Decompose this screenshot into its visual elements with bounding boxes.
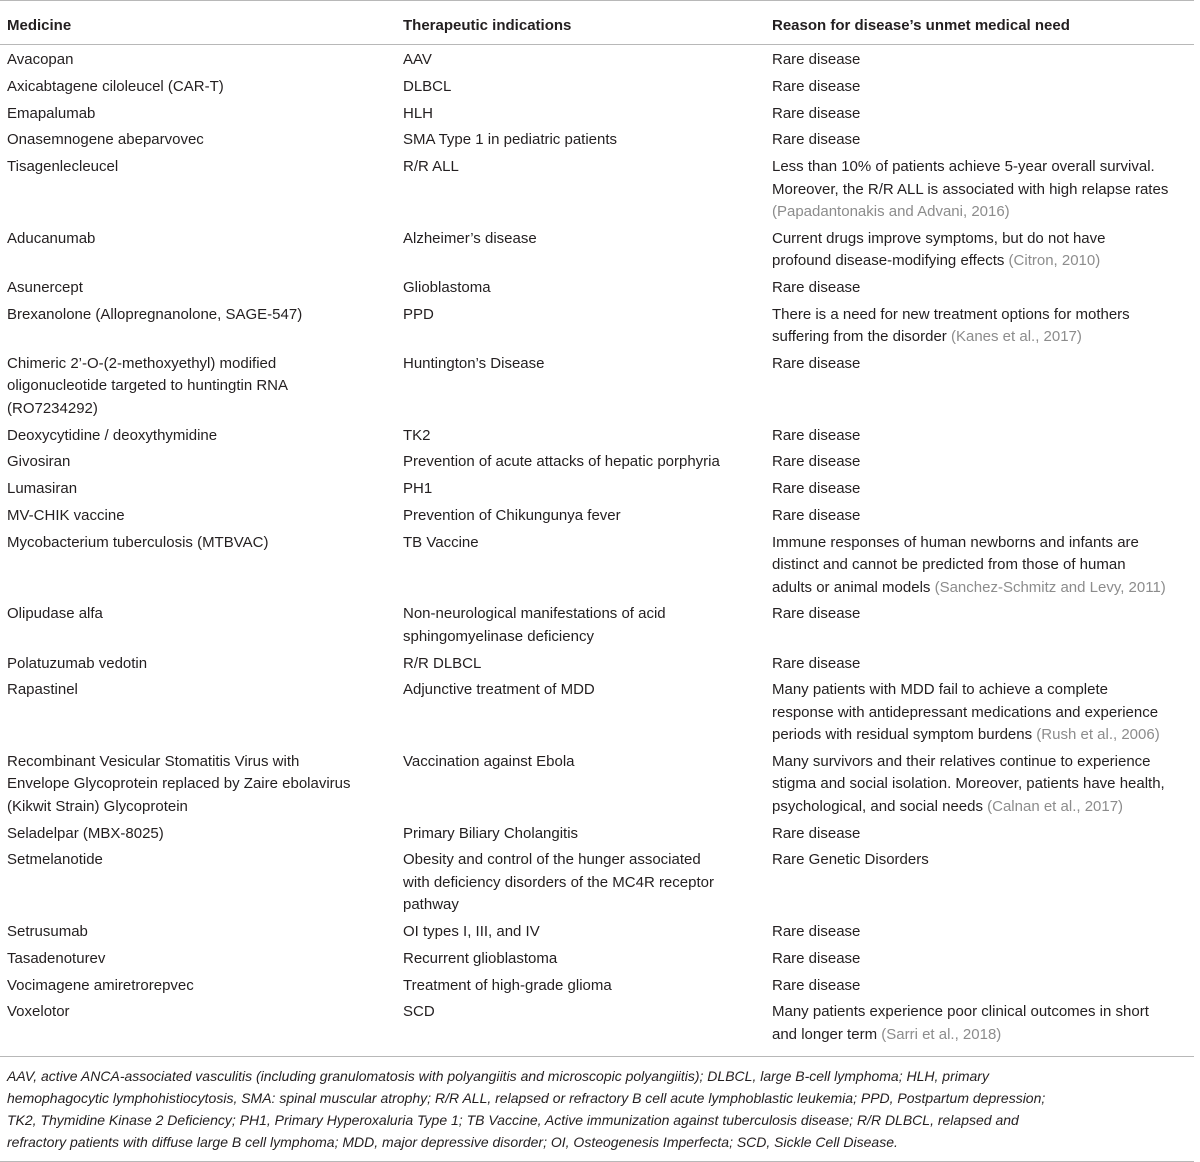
reason-line xyxy=(772,228,1194,250)
medicine-cell xyxy=(0,679,396,751)
medicine-text: Onasemnogene abeparvovec xyxy=(7,131,204,149)
table-body xyxy=(0,45,1194,1057)
medicine-cell xyxy=(0,532,396,604)
indication-cell xyxy=(396,751,765,823)
reason-line xyxy=(772,603,1194,625)
medicine-text: Givosiran xyxy=(7,453,71,471)
reason-cell xyxy=(765,948,1194,975)
medicine-text: (Kikwit Strain) Glycoprotein xyxy=(7,797,188,815)
reason-line xyxy=(772,129,1194,151)
medicine-cell xyxy=(0,478,396,505)
reason-cell xyxy=(765,849,1194,921)
table-row xyxy=(0,603,1194,652)
medicine-text: Seladelpar (MBX-8025) xyxy=(7,824,164,842)
medicine-cell xyxy=(0,304,396,353)
reason-line xyxy=(772,679,1194,701)
indication-text: PH1 xyxy=(403,480,433,498)
indication-text: Prevention of acute attacks of hepatic porphyria xyxy=(403,453,720,471)
footnote-line: TK2, Thymidine Kinase 2 Deficiency; PH1, Primary Hyperoxaluria Type 1; TB Vaccine, Active immunization against tuberculosis disease; R/R DLBCL, relapsed and xyxy=(7,1112,1019,1129)
reason-cell xyxy=(765,304,1194,353)
indication-text: Recurrent glioblastoma xyxy=(403,949,558,967)
reason-line xyxy=(772,156,1194,178)
reason-line xyxy=(772,773,1194,795)
citation-link[interactable]: (Papadantonakis and Advani, 2016) xyxy=(772,203,1010,220)
reason-line xyxy=(772,1024,1194,1046)
reason-line xyxy=(772,179,1194,201)
table-row xyxy=(0,425,1194,452)
header-medicine: Medicine xyxy=(0,1,396,45)
reason-cell xyxy=(765,653,1194,680)
table-row xyxy=(0,304,1194,353)
reason-text: Rare Genetic Disorders xyxy=(772,851,929,869)
indication-cell xyxy=(396,425,765,452)
medicine-text: Lumasiran xyxy=(7,480,78,498)
indication-text: Adjunctive treatment of MDD xyxy=(403,681,595,699)
indication-cell xyxy=(396,823,765,850)
footnote-line: AAV, active ANCA-associated vasculitis (including granulomatosis with polyangiitis and microscopic polyangiitis); DLBCL, large B-cell lymphoma; HLH, primary xyxy=(7,1068,989,1085)
indication-cell xyxy=(396,948,765,975)
reason-text: profound disease-modifying effects xyxy=(772,252,1009,270)
reason-line xyxy=(772,554,1194,576)
table-row xyxy=(0,45,1194,76)
medicine-text: Deoxycytidine / deoxythymidine xyxy=(7,426,218,444)
table-row xyxy=(0,948,1194,975)
medicine-cell xyxy=(0,751,396,823)
reason-text: Less than 10% of patients achieve 5-year overall survival. xyxy=(772,158,1155,176)
medicine-cell xyxy=(0,1001,396,1056)
indication-cell xyxy=(396,532,765,604)
indication-text: R/R ALL xyxy=(403,158,459,176)
reason-text: Rare disease xyxy=(772,605,861,623)
indication-cell xyxy=(396,228,765,277)
reason-line xyxy=(772,921,1194,943)
reason-cell xyxy=(765,975,1194,1002)
medicine-cell xyxy=(0,823,396,850)
reason-line xyxy=(772,823,1194,845)
medicine-cell xyxy=(0,353,396,425)
indication-cell xyxy=(396,76,765,103)
citation-link[interactable]: (Citron, 2010) xyxy=(1008,252,1101,270)
reason-cell xyxy=(765,823,1194,850)
table-row xyxy=(0,849,1194,921)
header-row xyxy=(0,1,1194,45)
reason-text: Moreover, the R/R ALL is associated with high relapse rates xyxy=(772,180,1169,198)
indication-text: DLBCL xyxy=(403,77,452,95)
footnote-line: refractory patients with diffuse large B cell lymphoma; MDD, major depressive disorder; OI, Osteogenesis Imperfecta; SCD, Sickle Cell Disease. xyxy=(7,1134,898,1151)
medicine-cell xyxy=(0,45,396,76)
reason-cell xyxy=(765,921,1194,948)
indication-cell xyxy=(396,277,765,304)
reason-text: Immune responses of human newborns and infants are xyxy=(772,533,1139,551)
reason-line xyxy=(772,532,1194,554)
reason-line xyxy=(772,796,1194,818)
indication-text: Non-neurological manifestations of acid xyxy=(403,605,666,623)
indication-cell xyxy=(396,653,765,680)
reason-text: There is a need for new treatment options for mothers xyxy=(772,305,1130,323)
reason-text: Rare disease xyxy=(772,976,861,994)
reason-line xyxy=(772,304,1194,326)
medicine-cell xyxy=(0,156,396,228)
indication-text: SCD xyxy=(403,1003,435,1021)
table-row xyxy=(0,451,1194,478)
table-row xyxy=(0,1001,1194,1056)
reason-text: Rare disease xyxy=(772,77,861,95)
reason-cell xyxy=(765,277,1194,304)
reason-line xyxy=(772,103,1194,125)
reason-line xyxy=(772,451,1194,473)
table-footnote xyxy=(0,1056,1194,1162)
indication-cell xyxy=(396,304,765,353)
indication-cell xyxy=(396,103,765,130)
medicine-cell xyxy=(0,228,396,277)
indication-text: Primary Biliary Cholangitis xyxy=(403,824,579,842)
citation-link[interactable]: (Sanchez-Schmitz and Levy, 2011) xyxy=(934,578,1166,596)
indication-text: OI types I, III, and IV xyxy=(403,923,540,941)
indication-text: with deficiency disorders of the MC4R receptor xyxy=(403,873,714,891)
table-row xyxy=(0,156,1194,228)
reason-cell xyxy=(765,129,1194,156)
reason-cell xyxy=(765,156,1194,228)
medicine-text: Rapastinel xyxy=(7,681,78,699)
reason-cell xyxy=(765,45,1194,76)
table-row xyxy=(0,921,1194,948)
reason-cell xyxy=(765,451,1194,478)
medicine-text: Tasadenoturev xyxy=(7,949,106,967)
table-row xyxy=(0,505,1194,532)
indication-text: HLH xyxy=(403,104,434,122)
indication-cell xyxy=(396,129,765,156)
reason-line xyxy=(772,653,1194,675)
reason-line xyxy=(772,277,1194,299)
table-row xyxy=(0,751,1194,823)
table-row xyxy=(0,532,1194,604)
reason-text: Rare disease xyxy=(772,426,861,444)
medicine-text: Voxelotor xyxy=(7,1003,70,1021)
reason-line xyxy=(772,975,1194,997)
indication-text: TK2 xyxy=(403,426,431,444)
table-row xyxy=(0,129,1194,156)
indication-cell xyxy=(396,353,765,425)
medicine-text: Olipudase alfa xyxy=(7,605,103,623)
reason-line xyxy=(772,353,1194,375)
medicine-cell xyxy=(0,425,396,452)
reason-line xyxy=(772,724,1194,746)
medicine-text: Recombinant Vesicular Stomatitis Virus with xyxy=(7,753,300,771)
reason-text: Current drugs improve symptoms, but do not have xyxy=(772,229,1106,247)
indication-cell xyxy=(396,45,765,76)
medicine-cell xyxy=(0,849,396,921)
reason-line xyxy=(772,250,1194,272)
medicine-cell xyxy=(0,921,396,948)
medicine-text: Brexanolone (Allopregnanolone, SAGE-547) xyxy=(7,305,303,323)
medicine-text: Tisagenlecleucel xyxy=(7,158,119,176)
medicine-text: oligonucleotide targeted to huntingtin RNA xyxy=(7,377,289,395)
indication-cell xyxy=(396,478,765,505)
reason-cell xyxy=(765,228,1194,277)
reason-text: Rare disease xyxy=(772,279,861,296)
citation-link[interactable]: (Calnan et al., 2017) xyxy=(987,797,1124,815)
medicine-text: Setmelanotide xyxy=(7,851,103,869)
reason-cell xyxy=(765,1001,1194,1056)
reason-line xyxy=(772,505,1194,527)
reason-text: Rare disease xyxy=(772,923,861,941)
indication-text: pathway xyxy=(403,896,459,914)
header-unmet-need-reason: Reason for disease’s unmet medical need xyxy=(765,1,1194,45)
table-row xyxy=(0,103,1194,130)
reason-text: Rare disease xyxy=(772,480,861,498)
reason-text: Rare disease xyxy=(772,355,861,372)
medicine-text: Asunercept xyxy=(7,279,83,296)
reason-line xyxy=(772,326,1194,348)
table-row xyxy=(0,679,1194,751)
indication-cell xyxy=(396,451,765,478)
reason-text: distinct and cannot be predicted from those of human xyxy=(772,556,1126,574)
indication-text: Glioblastoma xyxy=(403,279,491,296)
citation-link[interactable]: (Kanes et al., 2017) xyxy=(950,328,1082,346)
medicine-text: Envelope Glycoprotein replaced by Zaire ebolavirus xyxy=(7,775,351,793)
reason-line xyxy=(772,201,1194,223)
reason-cell xyxy=(765,532,1194,604)
table-row xyxy=(0,76,1194,103)
table-header xyxy=(0,1,1194,45)
medicine-text: Aducanumab xyxy=(7,229,96,247)
reason-line xyxy=(772,849,1194,871)
reason-cell xyxy=(765,603,1194,652)
medicine-cell xyxy=(0,129,396,156)
reason-text: response with antidepressant medications and experience xyxy=(772,703,1159,721)
reason-line xyxy=(772,49,1194,71)
reason-line xyxy=(772,577,1194,599)
reason-text: Rare disease xyxy=(772,824,861,842)
indication-cell xyxy=(396,1001,765,1056)
reason-text: Many patients experience poor clinical outcomes in short xyxy=(772,1003,1149,1021)
indication-text: PPD xyxy=(403,305,434,323)
table-row xyxy=(0,653,1194,680)
reason-text: Rare disease xyxy=(772,507,861,524)
medicine-cell xyxy=(0,948,396,975)
reason-line xyxy=(772,751,1194,773)
medicine-text: Vocimagene amiretrorepvec xyxy=(7,976,194,994)
reason-cell xyxy=(765,679,1194,751)
reason-cell xyxy=(765,76,1194,103)
medicine-text: MV-CHIK vaccine xyxy=(7,507,125,524)
reason-text: Many survivors and their relatives continue to experience xyxy=(772,753,1151,771)
medicine-text: Chimeric 2’-O-(2-methoxyethyl) modified xyxy=(7,355,277,372)
indication-cell xyxy=(396,505,765,532)
reason-text: stigma and social isolation. Moreover, patients have health, xyxy=(772,775,1165,793)
indication-cell xyxy=(396,156,765,228)
medicine-cell xyxy=(0,975,396,1002)
reason-text: Many patients with MDD fail to achieve a complete xyxy=(772,681,1108,699)
reason-line xyxy=(772,702,1194,724)
reason-cell xyxy=(765,425,1194,452)
indication-text: Huntington’s Disease xyxy=(403,355,545,372)
reason-line xyxy=(772,948,1194,970)
reason-line xyxy=(772,425,1194,447)
medicine-cell xyxy=(0,653,396,680)
reason-cell xyxy=(765,103,1194,130)
indication-cell xyxy=(396,849,765,921)
indication-text: Treatment of high-grade glioma xyxy=(403,976,612,994)
table-row xyxy=(0,353,1194,425)
indication-text: Vaccination against Ebola xyxy=(403,753,575,771)
medicine-cell xyxy=(0,277,396,304)
reason-text: Rare disease xyxy=(772,453,861,471)
medicine-cell xyxy=(0,603,396,652)
reason-text: psychological, and social needs xyxy=(772,797,988,815)
reason-text: Rare disease xyxy=(772,654,861,672)
medicine-text: Setrusumab xyxy=(7,923,88,941)
reason-text: Rare disease xyxy=(772,104,861,122)
header-therapeutic-indications: Therapeutic indications xyxy=(396,1,765,45)
indication-text: Alzheimer’s disease xyxy=(403,229,537,247)
reason-cell xyxy=(765,478,1194,505)
reason-line xyxy=(772,1001,1194,1023)
table-row xyxy=(0,277,1194,304)
reason-text: Rare disease xyxy=(772,51,861,68)
reason-text: Rare disease xyxy=(772,131,861,149)
citation-link[interactable]: (Sarri et al., 2018) xyxy=(881,1025,1002,1043)
medicine-text: Mycobacterium tuberculosis (MTBVAC) xyxy=(7,533,269,551)
table-row xyxy=(0,228,1194,277)
indication-cell xyxy=(396,603,765,652)
table-row xyxy=(0,975,1194,1002)
indication-text: sphingomyelinase deficiency xyxy=(403,627,594,645)
citation-link[interactable]: (Rush et al., 2006) xyxy=(1036,726,1160,744)
medicine-text: Emapalumab xyxy=(7,104,96,122)
medicine-text: Polatuzumab vedotin xyxy=(7,654,148,672)
medicine-text: Avacopan xyxy=(7,51,74,68)
indication-cell xyxy=(396,679,765,751)
indication-text: SMA Type 1 in pediatric patients xyxy=(403,131,618,149)
indication-text: AAV xyxy=(403,51,432,68)
medicine-cell xyxy=(0,103,396,130)
indication-text: Obesity and control of the hunger associated xyxy=(403,851,701,869)
medicine-cell xyxy=(0,505,396,532)
medicine-cell xyxy=(0,76,396,103)
table-row xyxy=(0,823,1194,850)
reason-text: adults or animal models xyxy=(772,578,935,596)
medicine-text: Axicabtagene ciloleucel (CAR-T) xyxy=(7,77,224,95)
reason-text: suffering from the disorder xyxy=(772,328,951,346)
reason-cell xyxy=(765,505,1194,532)
indication-text: Prevention of Chikungunya fever xyxy=(403,507,621,524)
indication-cell xyxy=(396,975,765,1002)
reason-text: Rare disease xyxy=(772,949,861,967)
reason-line xyxy=(772,76,1194,98)
medicine-text: (RO7234292) xyxy=(7,399,98,417)
reason-line xyxy=(772,478,1194,500)
reason-cell xyxy=(765,353,1194,425)
reason-text: and longer term xyxy=(772,1025,882,1043)
footnote-line: hemophagocytic lymphohistiocytosis, SMA: spinal muscular atrophy; R/R ALL, relapsed or refractory B cell acute lymphoblastic leukemia; PPD, Postpartum depression; xyxy=(7,1090,1046,1107)
medicine-cell xyxy=(0,451,396,478)
reason-text: periods with residual symptom burdens xyxy=(772,726,1037,744)
indication-text: R/R DLBCL xyxy=(403,654,482,672)
indication-text: TB Vaccine xyxy=(403,533,479,551)
table-row xyxy=(0,478,1194,505)
indication-cell xyxy=(396,921,765,948)
reason-cell xyxy=(765,751,1194,823)
